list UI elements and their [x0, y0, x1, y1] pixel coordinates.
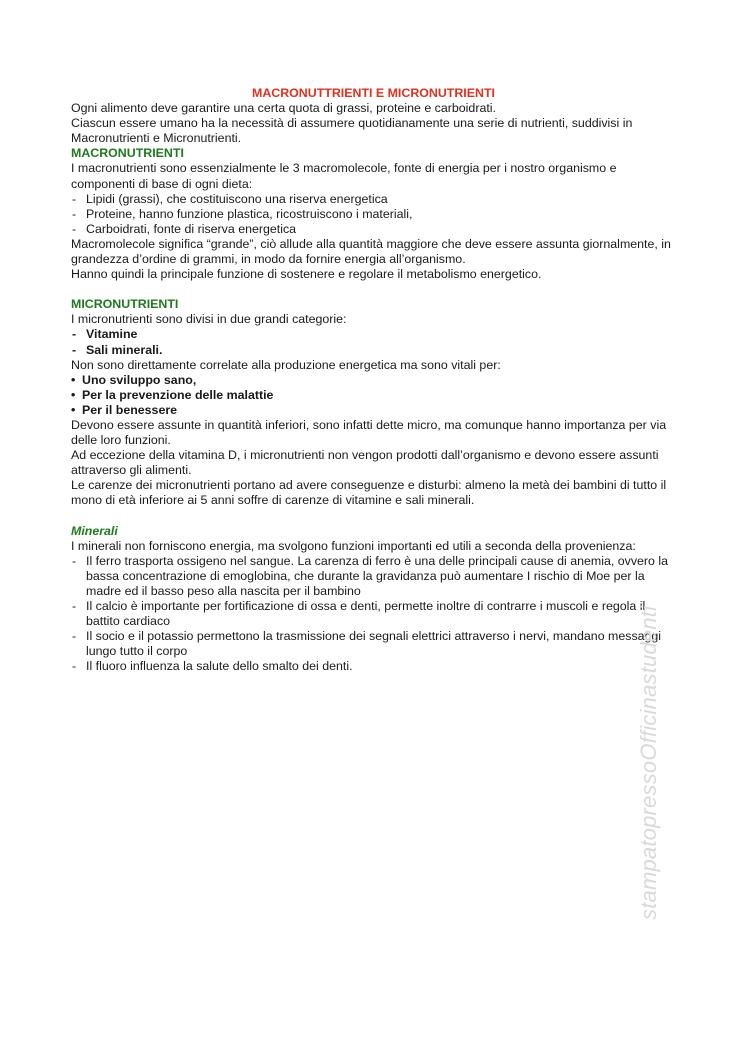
list-item-text: Lipidi (grassi), che costituiscono una riserva energetica — [86, 191, 388, 206]
dash-marker: - — [72, 221, 77, 236]
list-item — [71, 192, 676, 207]
list-item — [71, 629, 676, 659]
macro-text: I macronutrienti sono essenzialmente le 3 macromolecole, fonte di energia per i nostro organismo e componenti di base di ogni dieta: — [71, 161, 617, 191]
list-item-text: Sali minerali. — [86, 342, 163, 357]
list-item — [71, 388, 676, 403]
spacer — [71, 509, 676, 524]
list-item-text: Uno sviluppo sano, — [82, 372, 197, 387]
dash-marker: - — [72, 599, 77, 613]
list-item-text: Proteine, hanno funzione plastica, ricostruiscono i materiali, — [86, 206, 413, 221]
list-item-text: Carboidrati, fonte di riserva energetica — [86, 221, 297, 236]
document-page — [71, 86, 676, 674]
list-item — [71, 554, 676, 599]
intro-line-2: Ciascun essere umano ha la necessità di assumere quotidianamente una serie di nutrienti, suddivisi in Macronutrienti e Micronutrienti. — [71, 116, 633, 146]
list-item — [71, 343, 676, 358]
dash-marker: - — [72, 206, 77, 221]
micro-text-2: Non sono direttamente correlate alla produzione energetica ma sono vitali per: — [71, 357, 501, 372]
micro-text: I micronutrienti sono divisi in due grandi categorie: — [71, 312, 347, 327]
list-item-text: Per il benessere — [82, 402, 178, 417]
macro-text-3: Hanno quindi la principale funzione di sostenere e regolare il metabolismo energetico. — [71, 267, 542, 282]
list-item — [71, 599, 676, 629]
micro-uses — [71, 373, 676, 418]
document-title: MACRONUTTRIENTI E MICRONUTRIENTI — [252, 86, 495, 100]
micro-heading: MICRONUTRIENTI — [71, 297, 179, 312]
spacer — [71, 282, 676, 297]
micro-text-5: Le carenze dei micronutrienti portano ad avere conseguenze e disturbi: almeno la metà dei bambini di tutto il mono di età inferiore ai 5 anni soffre di carenze di vitamine e sali minerali. — [71, 478, 667, 508]
minerali-text: I minerali non forniscono energia, ma svolgono funzioni importanti ed utili a seconda della provenienza: — [71, 538, 636, 553]
micro-text-3: Devono essere assunte in quantità inferiori, sono infatti dette micro, ma comunque hanno importanza per via delle loro funzioni. — [71, 417, 667, 448]
list-item-text: Il fluoro influenza la salute dello smalto dei denti. — [86, 659, 353, 674]
bullet-marker: • — [71, 387, 76, 402]
dash-marker: - — [72, 191, 77, 206]
dash-marker: - — [72, 327, 77, 342]
bullet-marker: • — [71, 372, 76, 387]
list-item — [71, 659, 676, 674]
intro-line-1: Ogni alimento deve garantire una certa quota di grassi, proteine e carboidrati. — [71, 101, 496, 116]
list-item-text: Per la prevenzione delle malattie — [82, 387, 274, 402]
minerali-heading: Minerali — [71, 523, 118, 538]
list-item-text: Il socio e il potassio permettono la trasmissione dei segnali elettrici attraverso i nervi, mandano messaggi lungo tutto il corpo — [86, 629, 662, 659]
list-item — [71, 222, 676, 237]
list-item — [71, 327, 676, 342]
macro-heading: MACRONUTRIENTI — [71, 146, 184, 161]
minerali-list — [71, 554, 676, 675]
list-item-text: Il calcio è importante per fortificazione di ossa e denti, permette inoltre di contrarre i muscoli e regola il battito cardiaco — [86, 599, 646, 629]
list-item — [71, 403, 676, 418]
macro-list — [71, 192, 676, 237]
dash-marker: - — [72, 629, 77, 644]
list-item-text: Il ferro trasporta ossigeno nel sangue. La carenza di ferro è una delle principali cause di anemia, ovvero la bassa concentrazione di emoglobina, che durante la gravidanza può aumentare I rischio di Moe per la madre ed il basso peso alla nascita per il bambino — [86, 553, 669, 598]
dash-marker: - — [72, 659, 77, 674]
watermark: stampatopressoOfficinastudenti — [636, 605, 661, 920]
list-item-text: Vitamine — [86, 327, 138, 342]
micro-categories — [71, 327, 676, 357]
bullet-marker: • — [71, 402, 76, 417]
dash-marker: - — [72, 342, 77, 357]
micro-text-4: Ad eccezione della vitamina D, i micronutrienti non vengon prodotti dall’organismo e devono essere assunti attraverso gli alimenti. — [71, 448, 659, 478]
list-item — [71, 373, 676, 388]
list-item — [71, 207, 676, 222]
dash-marker: - — [72, 553, 77, 568]
macro-text-2: Macromolecole significa “grande”, ciò allude alla quantità maggiore che deve essere assunta giornalmente, in grandezza d’ordine di grammi, in modo da fornire energia all’organismo. — [71, 236, 671, 267]
